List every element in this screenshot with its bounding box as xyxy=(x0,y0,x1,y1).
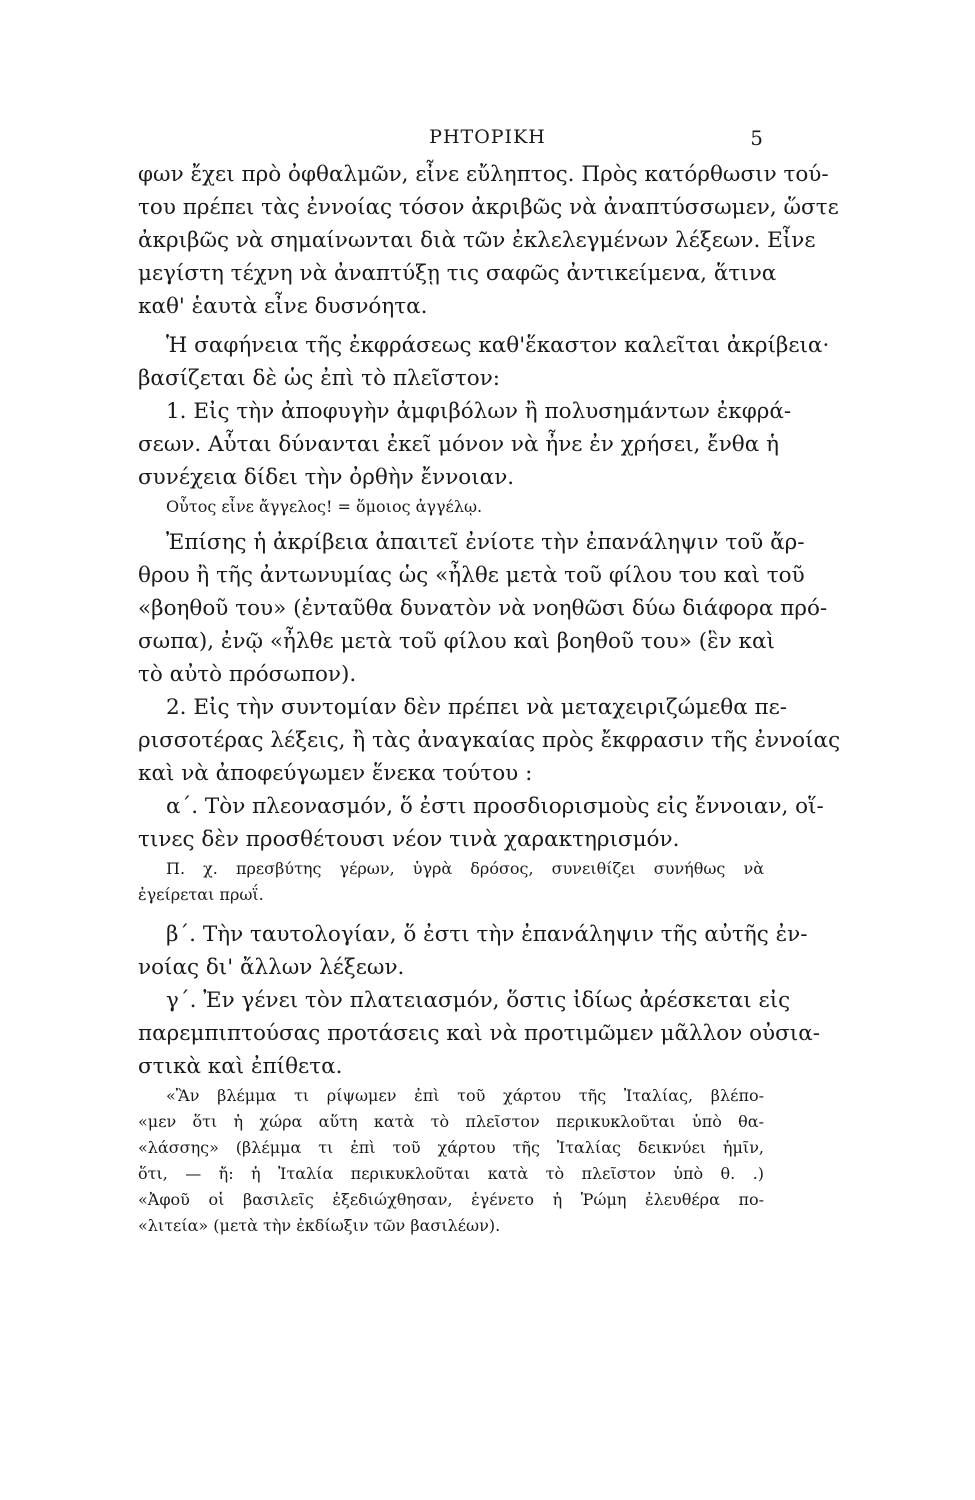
quotation-block xyxy=(138,1083,764,1239)
example-line: Οὗτος εἶνε ἄγγελος! = ὅμοιος ἀγγέλῳ. xyxy=(166,497,483,516)
text-line: του πρέπει τὰς ἐννοίας τόσον ἀκριβῶς νὰ ἀναπτύσσωμεν, ὥστε xyxy=(138,195,839,220)
example xyxy=(138,856,764,908)
quote-line: «Ἀφοῦ οἱ βασιλεῖς ἐξεδιώχθησαν, ἐγένετο ἡ Ῥώμη ἐλευθέρα πο- xyxy=(138,1190,764,1209)
paragraph xyxy=(138,984,821,1083)
text-line: νοίας δι' ἄλλων λέξεων. xyxy=(138,955,405,980)
text-line: «βοηθοῦ του» (ἐνταῦθα δυνατὸν νὰ νοηθῶσι δύω διάφορα πρό- xyxy=(138,596,828,621)
body-text xyxy=(138,158,841,1239)
quote-line: «Ἂν βλέμμα τι ρίψωμεν ἐπὶ τοῦ χάρτου τῆς Ἰταλίας, βλέπο- xyxy=(166,1086,764,1105)
running-title: ΡΗΤΟΡΙΚΗ xyxy=(429,126,546,148)
text-line: 2. Εἰς τὴν συντομίαν δὲν πρέπει νὰ μεταχειριζώμεθα πε- xyxy=(166,695,788,720)
text-line: παρεμπιπτούσας προτάσεις καὶ νὰ προτιμῶμεν μᾶλλον οὐσια- xyxy=(138,1021,821,1046)
text-line: ρισσοτέρας λέξεις, ἢ τὰς ἀναγκαίας πρὸς ἔκφρασιν τῆς ἐννοίας xyxy=(138,728,841,753)
text-line: γ΄. Ἐν γένει τὸν πλατειασμόν, ὅστις ἰδίως ἀρέσκεται εἰς xyxy=(166,988,791,1013)
running-head xyxy=(0,126,975,150)
text-line: Ἐπίσης ἡ ἀκρίβεια ἀπαιτεῖ ἐνίοτε τὴν ἐπανάληψιν τοῦ ἄρ- xyxy=(166,530,805,555)
paragraph xyxy=(138,329,830,395)
text-line: ἀκριβῶς νὰ σημαίνωνται διὰ τῶν ἐκλελεγμένων λέξεων. Εἶνε xyxy=(138,228,816,253)
text-line: σωπα), ἐνῷ «ἦλθε μετὰ τοῦ φίλου καὶ βοηθοῦ του» (ἓν καὶ xyxy=(138,629,775,654)
text-line: μεγίστη τέχνη νὰ ἀναπτύξῃ τις σαφῶς ἀντικείμενα, ἅτινα xyxy=(138,261,777,286)
text-line: α΄. Τὸν πλεονασμόν, ὅ ἐστι προσδιορισμοὺς εἰς ἔννοιαν, οἵ- xyxy=(166,794,824,819)
quote-line: «λιτεία» (μετὰ τὴν ἐκδίωξιν τῶν βασιλέων). xyxy=(138,1216,501,1235)
text-line: θρου ἢ τῆς ἀντωνυμίας ὡς «ἦλθε μετὰ τοῦ φίλου του καὶ τοῦ xyxy=(138,563,805,588)
text-line: καὶ νὰ ἀποφεύγωμεν ἕνεκα τούτου : xyxy=(138,761,533,786)
quote-line: «μεν ὅτι ἡ χώρα αὕτη κατὰ τὸ πλεῖστον περικυκλοῦται ὑπὸ θα- xyxy=(138,1112,764,1131)
quote-line: «λάσσης» (βλέμμα τι ἐπὶ τοῦ χάρτου τῆς Ἰταλίας δεικνύει ἡμῖν, xyxy=(138,1138,764,1157)
paragraph xyxy=(138,158,839,323)
text-line: σεων. Αὗται δύνανται ἐκεῖ μόνον νὰ ἦνε ἐν χρήσει, ἔνθα ἡ xyxy=(138,432,779,457)
text-line: φων ἔχει πρὸ ὀφθαλμῶν, εἶνε εὔληπτος. Πρὸς κατόρθωσιν τού- xyxy=(138,162,829,187)
example xyxy=(138,494,764,520)
paragraph xyxy=(138,526,828,691)
example-line: ἐγείρεται πρωΐ. xyxy=(138,885,264,904)
text-line: Ἡ σαφήνεια τῆς ἐκφράσεως καθ'ἕκαστον καλεῖται ἀκρίβεια· xyxy=(166,333,830,358)
text-line: 1. Εἰς τὴν ἀποφυγὴν ἀμφιβόλων ἢ πολυσημάντων ἐκφρά- xyxy=(166,399,792,424)
paragraph xyxy=(138,790,824,856)
text-line: συνέχεια δίδει τὴν ὀρθὴν ἔννοιαν. xyxy=(138,465,515,490)
text-line: β΄. Τὴν ταυτολογίαν, ὅ ἐστι τὴν ἐπανάληψιν τῆς αὐτῆς ἐν- xyxy=(166,922,808,947)
text-line: στικὰ καὶ ἐπίθετα. xyxy=(138,1054,343,1079)
example-line: Π. χ. πρεσβύτης γέρων, ὑγρὰ δρόσος, συνειθίζει συνήθως νὰ xyxy=(166,859,764,878)
text-line: καθ' ἑαυτὰ εἶνε δυσνόητα. xyxy=(138,294,428,319)
paragraph xyxy=(138,395,792,494)
text-line: βασίζεται δὲ ὡς ἐπὶ τὸ πλεῖστον: xyxy=(138,366,501,391)
paragraph xyxy=(138,918,808,984)
text-line: τινες δὲν προσθέτουσι νέον τινὰ χαρακτηρισμόν. xyxy=(138,827,680,852)
page-number: 5 xyxy=(750,126,763,150)
quote-line: ὅτι, — ἤ: ἡ Ἰταλία περικυκλοῦται κατὰ τὸ πλεῖστον ὑπὸ θ. .) xyxy=(138,1164,764,1183)
text-line: τὸ αὐτὸ πρόσωπον). xyxy=(138,662,357,687)
paragraph xyxy=(138,691,841,790)
